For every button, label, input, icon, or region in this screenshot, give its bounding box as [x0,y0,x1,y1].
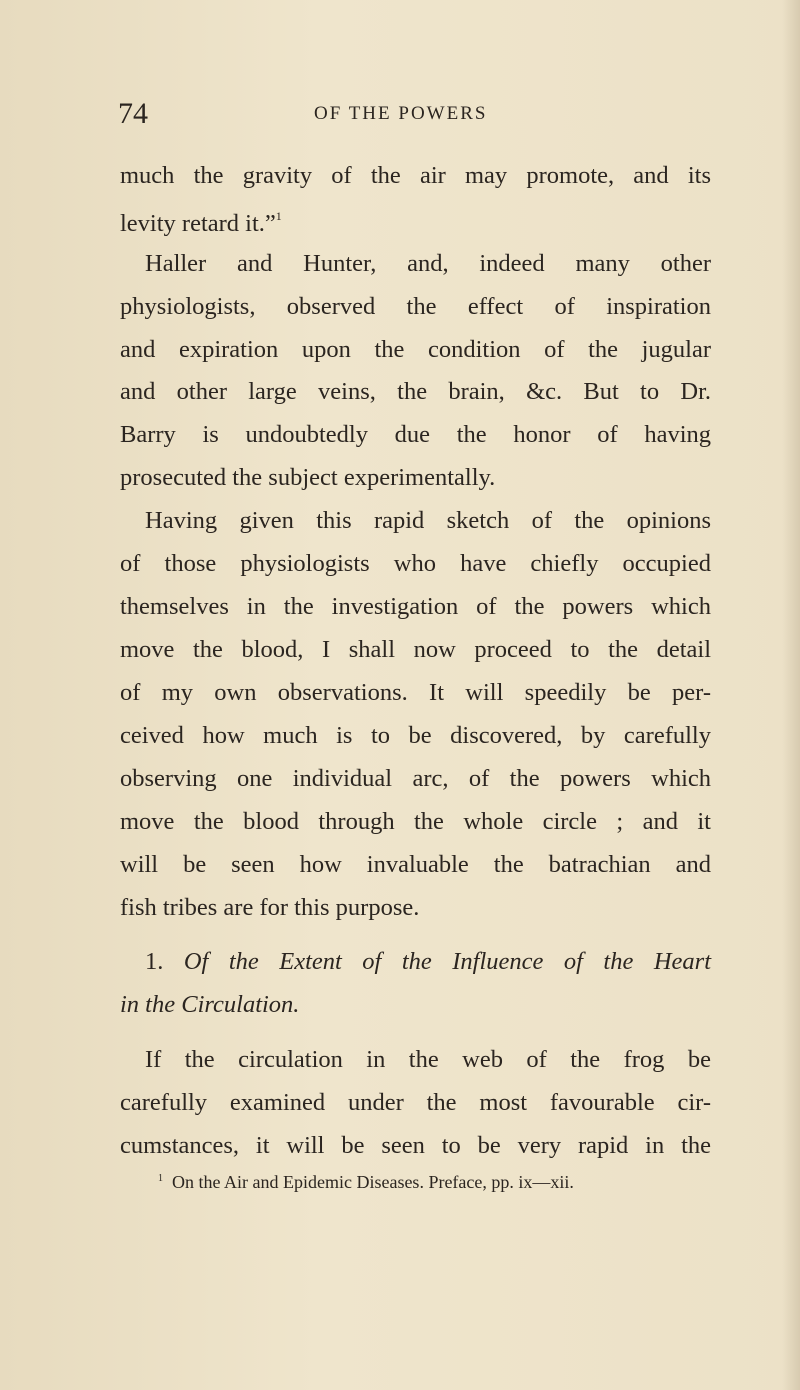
footnote-text: On the Air and Epidemic Diseases. Preface, pp. ix—xii. [172,1172,574,1192]
text-line: themselves in the investigation of the powers which [120,593,711,620]
text-line: move the blood, I shall now proceed to the detail [120,636,711,663]
section-number: 1. [145,948,164,975]
text-line-with-note [120,198,800,242]
text-line: levity retard it.” [120,210,276,237]
page-header [118,94,718,134]
text-line: much the gravity of the air may promote, and its [120,162,711,189]
text-line: and other large veins, the brain, &c. But to Dr. [120,378,711,405]
footnote-reference: 1 [275,209,282,223]
running-head: OF THE POWERS [314,103,488,124]
section-title-continued: in the Circulation. [120,991,300,1018]
text-line: If the circulation in the web of the frog be [145,1046,711,1073]
text-line: fish tribes are for this purpose. [120,894,420,921]
page-number: 74 [118,97,148,130]
text-line: of my own observations. It will speedily be per- [120,679,711,706]
text-line: and expiration upon the condition of the jugular [120,336,711,363]
text-line: physiologists, observed the effect of inspiration [120,293,711,320]
footnote-mark: 1 [158,1173,163,1184]
text-line: cumstances, it will be seen to be very rapid in the [120,1132,711,1159]
text-line: Haller and Hunter, and, indeed many other [145,250,711,277]
text-line: prosecuted the subject experimentally. [120,464,496,491]
footnote [158,1165,574,1196]
section-heading [145,944,711,980]
text-line: observing one individual arc, of the powers which [120,765,711,792]
text-line: Barry is undoubtedly due the honor of having [120,421,711,448]
text-line: move the blood through the whole circle ; and it [120,808,711,835]
section-title: Of the Extent of the Influence of the Heart [183,948,711,975]
text-line: ceived how much is to be discovered, by carefully [120,722,711,749]
text-line: Having given this rapid sketch of the opinions [145,507,711,534]
text-line: will be seen how invaluable the batrachian and [120,851,711,878]
text-line: carefully examined under the most favourable cir- [120,1089,711,1116]
text-line: of those physiologists who have chiefly occupied [120,550,711,577]
